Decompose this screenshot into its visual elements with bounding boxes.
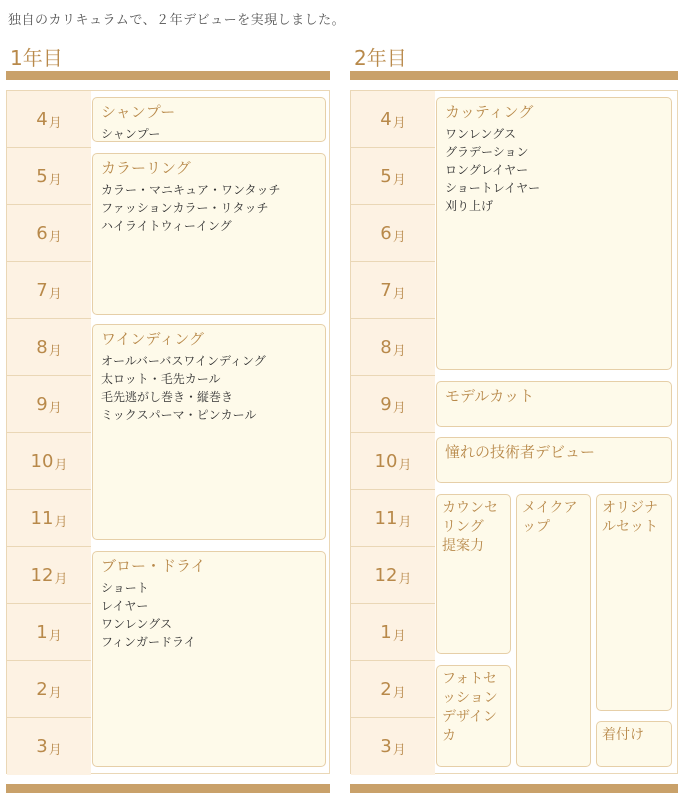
year1-month: 6 月	[7, 205, 91, 262]
year1-month: 4 月	[7, 91, 91, 148]
curriculum-block-photo-session	[436, 665, 511, 767]
curriculum-block-kimono-dressing	[596, 721, 672, 767]
year2-panel	[350, 90, 678, 774]
block-title: カッティング	[445, 103, 534, 121]
curriculum-block-blow-dry	[92, 551, 326, 767]
block-title: メイクア ップ	[522, 500, 578, 535]
year2-month: 1 月	[351, 604, 435, 661]
year1-month: 3 月	[7, 718, 91, 775]
year2-top-bar	[350, 71, 678, 80]
curriculum-block-cutting	[436, 97, 672, 370]
curriculum-block-shampoo	[92, 97, 326, 142]
year1-month: 7 月	[7, 262, 91, 319]
block-item: ワンレングス	[101, 617, 173, 631]
block-item: グラデーション	[445, 145, 529, 159]
year2-month: 10 月	[351, 433, 435, 490]
year2-month: 8 月	[351, 319, 435, 376]
year1-month: 10 月	[7, 433, 91, 490]
year1-month: 8 月	[7, 319, 91, 376]
block-title: モデルカット	[445, 387, 535, 405]
curriculum-block-original-set	[596, 494, 672, 711]
curriculum-block-model-cut	[436, 381, 672, 427]
intro-text: 独自のカリキュラムで、２年デビューを実現しました。	[8, 13, 346, 28]
year2-month: 4 月	[351, 91, 435, 148]
block-item: 太ロット・毛先カール	[101, 372, 221, 386]
block-title: 着付け	[602, 727, 644, 743]
year1-month: 2 月	[7, 661, 91, 718]
curriculum-block-winding	[92, 324, 326, 540]
block-title: ワインディング	[101, 330, 205, 348]
block-item: シャンプー	[101, 127, 161, 141]
block-title: フォトセ ッション デザイン カ	[442, 671, 498, 744]
year1-top-bar	[6, 71, 330, 80]
block-title: シャンプー	[101, 103, 176, 121]
block-title: オリジナ ルセット	[602, 500, 658, 535]
block-title: ブロー・ドライ	[101, 557, 206, 575]
year2-month: 9 月	[351, 376, 435, 433]
year2-month: 12 月	[351, 547, 435, 604]
year2-month: 6 月	[351, 205, 435, 262]
year2-month: 11 月	[351, 490, 435, 547]
block-item: ミックスパーマ・ピンカール	[101, 408, 257, 422]
year1-month: 11 月	[7, 490, 91, 547]
block-title: カウンセ リング 提案力	[442, 500, 498, 554]
block-item: ファッションカラー・リタッチ	[101, 201, 269, 215]
year1-month-column	[7, 91, 91, 773]
year1-bottom-bar	[6, 784, 330, 793]
year1-title: 1年目	[10, 46, 63, 70]
year1-month: 9 月	[7, 376, 91, 433]
year2-month-column	[351, 91, 435, 773]
year2-bottom-bar	[350, 784, 678, 793]
block-item: ハイライトウィーイング	[101, 219, 232, 233]
block-item: ショートレイヤー	[445, 181, 541, 195]
curriculum-block-coloring	[92, 153, 326, 315]
year1-month: 1 月	[7, 604, 91, 661]
block-item: 毛先逃がし巻き・縦巻き	[101, 390, 234, 404]
block-item: ワンレングス	[445, 127, 517, 141]
block-item: ロングレイヤー	[445, 163, 529, 177]
year1-month: 5 月	[7, 148, 91, 205]
block-title: 憧れの技術者デビュー	[445, 443, 596, 461]
block-item: 刈り上げ	[445, 199, 494, 213]
year1-month: 12 月	[7, 547, 91, 604]
block-item: カラー・マニキュア・ワンタッチ	[101, 183, 281, 197]
year2-month: 7 月	[351, 262, 435, 319]
block-item: フィンガードライ	[101, 635, 196, 649]
year2-month: 3 月	[351, 718, 435, 775]
year2-title: 2年目	[354, 46, 407, 70]
block-item: レイヤー	[101, 599, 149, 613]
year1-panel	[6, 90, 330, 774]
curriculum-block-counseling	[436, 494, 511, 654]
block-title: カラーリング	[101, 159, 191, 177]
block-item: オールバーバスワインディング	[101, 354, 266, 368]
year2-month: 5 月	[351, 148, 435, 205]
curriculum-block-stylist-debut	[436, 437, 672, 483]
curriculum-block-makeup	[516, 494, 591, 767]
year2-month: 2 月	[351, 661, 435, 718]
block-item: ショート	[101, 581, 149, 595]
